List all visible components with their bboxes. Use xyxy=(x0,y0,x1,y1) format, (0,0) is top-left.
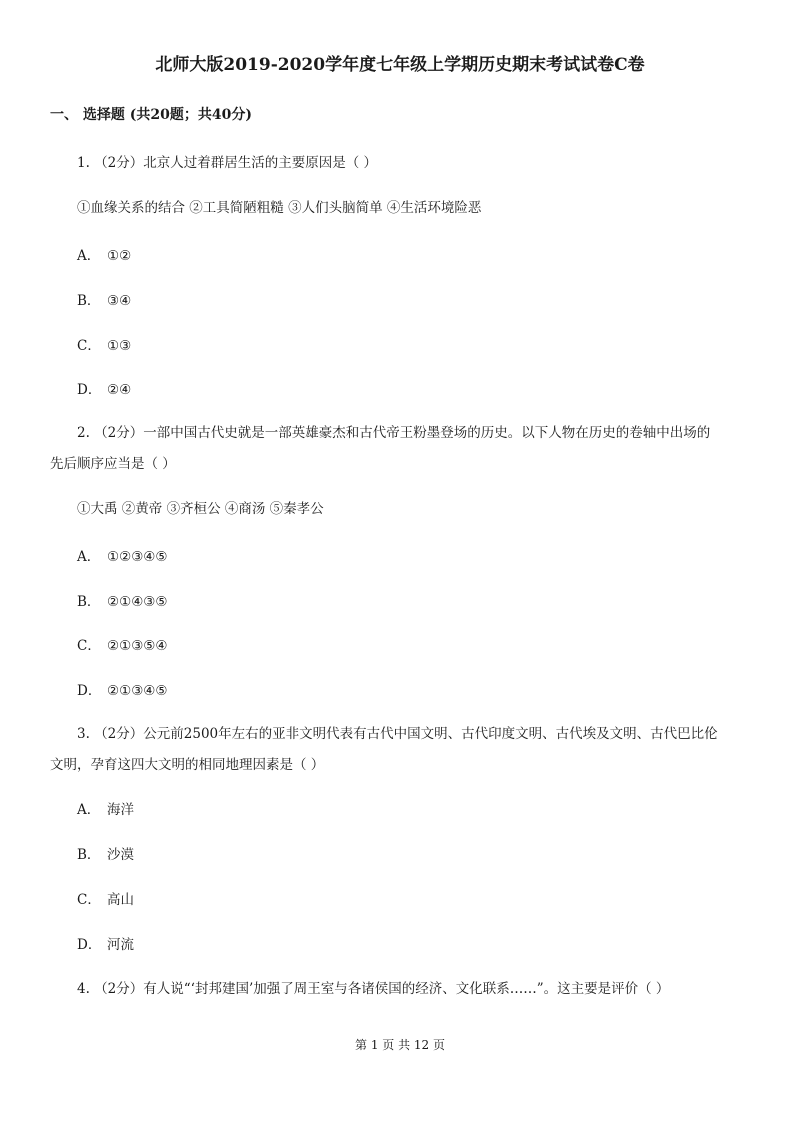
question-4-stem: 4. （2分）有人说“‘封邦建国’加强了周王室与各诸侯国的经济、文化联系……”。这主要是评价（ ） xyxy=(77,981,670,997)
question-1-option-b xyxy=(77,289,131,309)
section-heading: 一、 选择题 (共20题；共40分) xyxy=(50,107,252,123)
option-text: 海洋 xyxy=(107,802,134,818)
option-text: ①② xyxy=(107,248,132,264)
option-letter: A． xyxy=(77,802,101,818)
option-text: ②①③⑤④ xyxy=(107,638,168,654)
option-text: 高山 xyxy=(107,892,134,908)
option-text: ②①④③⑤ xyxy=(107,594,168,610)
page-footer: 第 1 页 共 12 页 xyxy=(355,1038,445,1052)
option-letter: D． xyxy=(77,382,102,398)
option-text: 沙漠 xyxy=(107,847,134,863)
question-2-stem-continued: 先后顺序应当是（ ） xyxy=(50,456,176,472)
question-2-stem: 2. （2分）一部中国古代史就是一部英雄豪杰和古代帝王粉墨登场的历史。以下人物在历史的卷轴中出场的 xyxy=(77,425,711,441)
question-2-option-d xyxy=(77,679,168,699)
option-letter: D． xyxy=(77,937,102,953)
option-letter: A． xyxy=(77,248,101,264)
question-1-option-a xyxy=(77,244,131,264)
option-letter: B． xyxy=(77,847,101,863)
option-text: ②①③④⑤ xyxy=(107,683,168,699)
option-text: ②④ xyxy=(107,382,132,398)
question-1-option-c xyxy=(77,334,131,354)
option-letter: C． xyxy=(77,338,101,354)
option-letter: D． xyxy=(77,683,102,699)
option-text: ①③ xyxy=(107,338,132,354)
option-letter: B． xyxy=(77,594,101,610)
option-letter: C． xyxy=(77,638,101,654)
question-2-option-c xyxy=(77,634,168,654)
question-1-stem: 1. （2分）北京人过着群居生活的主要原因是（ ） xyxy=(77,155,378,171)
option-letter: B． xyxy=(77,293,101,309)
option-letter: A． xyxy=(77,549,101,565)
option-text: ③④ xyxy=(107,293,132,309)
question-2-items: ①大禹 ②黄帝 ③齐桓公 ④商汤 ⑤秦孝公 xyxy=(77,501,324,517)
option-text: 河流 xyxy=(107,937,134,953)
question-3-stem: 3. （2分）公元前2500年左右的亚非文明代表有古代中国文明、古代印度文明、古代埃及文明、古代巴比伦 xyxy=(77,726,718,742)
page-title: 北师大版2019-2020学年度七年级上学期历史期末考试试卷C卷 xyxy=(155,55,645,75)
question-3-option-c xyxy=(77,888,134,908)
question-3-stem-continued: 文明，孕育这四大文明的相同地理因素是（ ） xyxy=(50,757,325,773)
question-1-option-d xyxy=(77,378,131,398)
question-2-option-a xyxy=(77,545,168,565)
question-3-option-a xyxy=(77,798,134,818)
question-1-items: ①血缘关系的结合 ②工具简陋粗糙 ③人们头脑简单 ④生活环境险恶 xyxy=(77,200,482,216)
question-3-option-b xyxy=(77,843,134,863)
question-3-option-d xyxy=(77,933,134,953)
option-letter: C． xyxy=(77,892,101,908)
question-2-option-b xyxy=(77,590,168,610)
option-text: ①②③④⑤ xyxy=(107,549,168,565)
